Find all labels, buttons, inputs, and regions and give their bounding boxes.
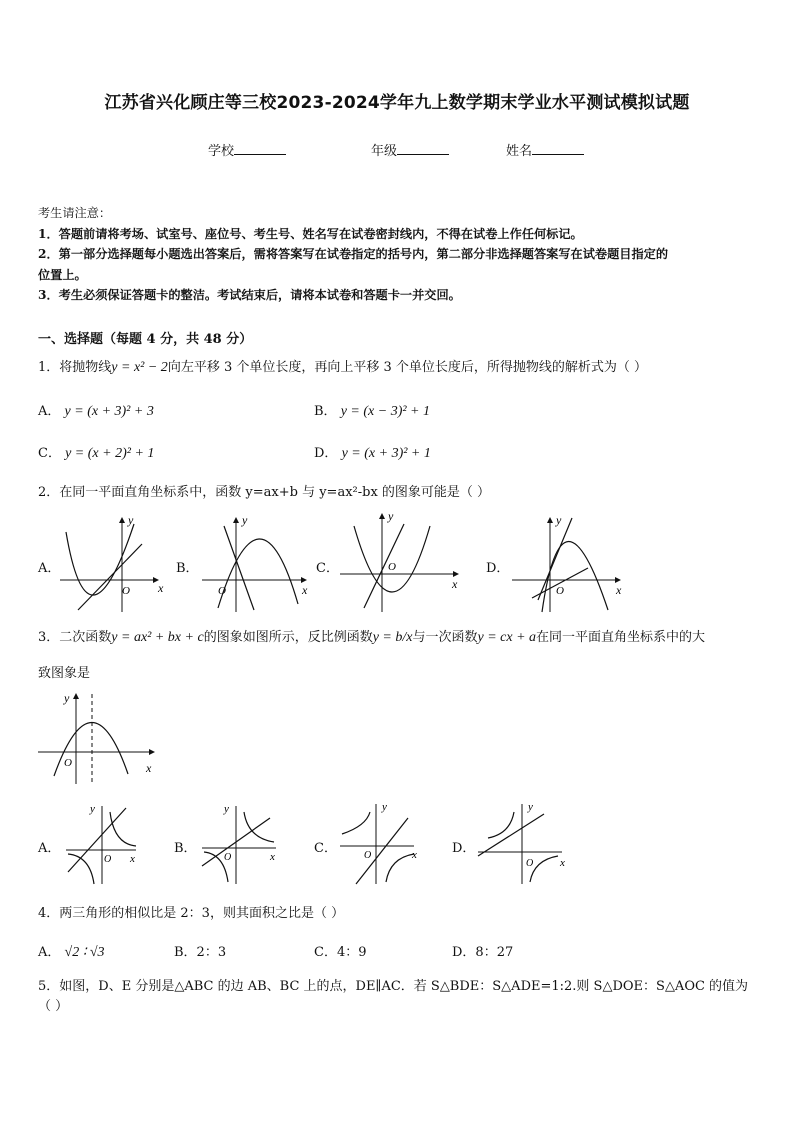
q3-option-b-label[interactable]: B． [174,841,197,856]
question-1 [38,358,758,378]
q1-function: y = x² − 2 [111,360,168,375]
q3d-origin-label: O [526,858,534,869]
name-field [506,140,584,159]
notice-item-1: 1．答题前请将考场、试室号、座位号、考生号、姓名写在试卷密封线内，不得在试卷上作任何标记。 [38,226,583,241]
q3-graph-c[interactable] [336,798,422,886]
q3-suffix: 在同一平面直角坐标系中的大 [536,630,706,645]
grade-blank[interactable] [397,142,449,155]
q3-main-y-label: y [64,691,70,705]
q2d-y-label: y [556,513,562,527]
q1-option-b-text: y = (x − 3)² + 1 [340,404,430,419]
q2-graph-b[interactable] [198,512,312,614]
q4-option-a-text: √2 ∶ √3 [64,945,105,960]
q4-option-d[interactable]: D．8：27 [452,945,514,960]
q2-option-c-label[interactable]: C． [316,561,339,576]
q2c-y-label: y [388,509,394,523]
q3a-y-label: y [90,803,95,815]
q3c-origin-label: O [364,850,372,861]
q1-suffix: 向左平移 3 个单位长度，再向上平移 3 个单位长度后，所得抛物线的解析式为（ ） [167,360,648,375]
q3-option-a-label[interactable]: A． [38,841,61,856]
grade-field [371,140,449,159]
q3-reciprocal: y = b/x [372,630,413,645]
question-4: 4．两三角形的相似比是 2：3，则其面积之比是（ ） [38,906,345,921]
section-heading: 一、选择题（每题 4 分，共 48 分） [38,332,253,347]
q2c-origin-label: O [388,561,396,573]
q2a-origin-label: O [122,585,130,597]
notice-item-2-cont: 位置上。 [38,267,87,282]
q2b-origin-label: O [218,585,226,597]
q2a-x-label: x [158,581,164,595]
name-blank[interactable] [532,142,584,155]
q1-option-d-text: y = (x + 3)² + 1 [341,446,431,461]
q3-main-origin-label: O [64,757,72,769]
q3-option-c-label[interactable]: C． [314,841,337,856]
q3-graph-b[interactable] [198,800,282,886]
q2d-origin-label: O [556,585,564,597]
q3-graph-a[interactable] [62,800,144,886]
q2-graph-a[interactable] [58,512,170,614]
school-field [208,140,286,159]
q4-option-c[interactable]: C．4：9 [314,945,367,960]
question-2: 2．在同一平面直角坐标系中，函数 y=ax+b 与 y=ax²-bx 的图象可能是（ ） [38,485,491,500]
q3d-y-label: y [528,801,533,813]
q3c-y-label: y [382,801,387,813]
q2-option-a-label[interactable]: A． [38,561,61,576]
q3b-y-label: y [224,803,229,815]
q3-mid: 的图象如图所示，反比例函数 [203,630,373,645]
q3-main-x-label: x [146,761,152,775]
q2-option-d-label[interactable]: D． [486,561,510,576]
grade-label: 年级 [371,144,398,159]
q3a-x-label: x [130,853,135,865]
notice-item-2: 2．第一部分选择题每小题选出答案后，需将答案写在试卷指定的括号内，第二部分非选择题答案写在试卷题目指定的 [38,247,669,261]
q2a-y-label: y [128,513,134,527]
q3-mid2: 与一次函数 [412,630,478,645]
q3b-x-label: x [270,851,275,863]
q2-option-b-label[interactable]: B． [176,561,199,576]
q4-option-b[interactable]: B．2：3 [174,945,227,960]
q1-option-b[interactable]: B． y = (x − 3)² + 1 [314,404,430,419]
q1-option-a[interactable]: A． y = (x + 3)² + 3 [38,404,154,419]
q3b-origin-label: O [224,852,232,863]
q3a-origin-label: O [104,854,112,865]
notice-item-3: 3．考生必须保证答题卡的整洁。考试结束后，请将本试卷和答题卡一并交回。 [38,288,461,302]
notice-heading: 考生请注意： [38,206,112,220]
question-3 [38,628,758,648]
school-label: 学校 [208,144,235,159]
school-blank[interactable] [234,142,286,155]
q3-line2: 致图象是 [38,666,91,681]
q3-option-d-label[interactable]: D． [452,841,476,856]
q2-graph-c[interactable] [336,508,464,614]
q3-graph-d[interactable] [474,798,570,886]
q4-option-a[interactable]: A． √2 ∶ √3 [38,945,105,960]
q1-option-d[interactable]: D． y = (x + 3)² + 1 [314,446,431,461]
q3-quadratic: y = ax² + bx + c [111,630,204,645]
q2c-x-label: x [452,577,458,591]
q2b-y-label: y [242,513,248,527]
q1-option-c[interactable]: C． y = (x + 2)² + 1 [38,446,155,461]
page-title: 江苏省兴化顾庄等三校2023-2024学年九上数学期末学业水平测试模拟试题 [104,93,690,113]
q3-linear: y = cx + a [477,630,537,645]
q2d-x-label: x [616,583,622,597]
q3-parabola-graph [36,690,160,786]
q1-option-c-text: y = (x + 2)² + 1 [65,446,155,461]
q2-graph-d[interactable] [508,512,628,614]
q3c-x-label: x [412,849,417,861]
q2b-x-label: x [302,583,308,597]
q3-prefix: 3．二次函数 [38,630,112,645]
q3d-x-label: x [560,857,565,869]
notice-block [38,203,758,306]
q1-prefix: 1．将抛物线 [38,360,112,375]
question-5: 5．如图，D、E 分别是△ABC 的边 AB、BC 上的点，DE∥AC．若 S△BDE：S△ADE=1:2.则 S△DOE：S△AOC 的值为（ ） [38,979,749,1014]
name-label: 姓名 [506,144,533,159]
q1-option-a-text: y = (x + 3)² + 3 [64,404,154,419]
